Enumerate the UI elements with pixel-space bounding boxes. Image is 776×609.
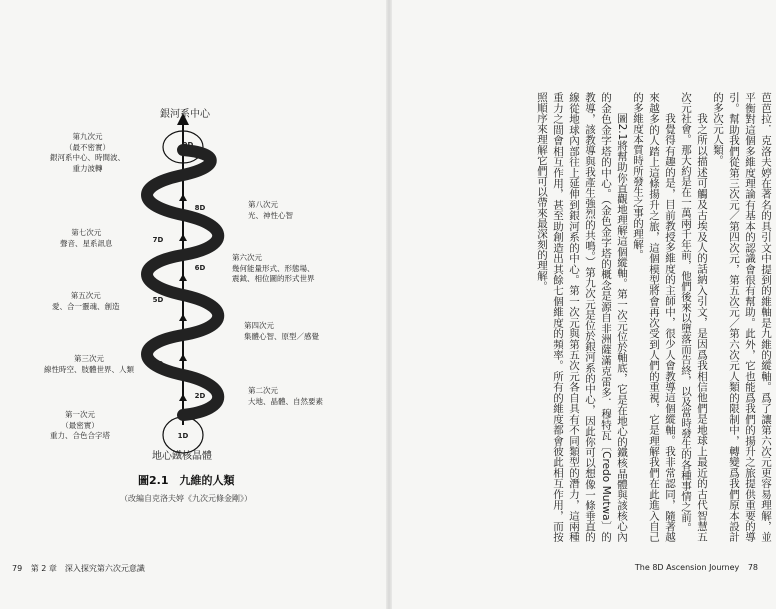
chapter-running-head: 第 2 章 深入探究第六次元意識 <box>30 564 145 573</box>
figure-caption: 圖2.1 九維的人類 <box>138 474 235 487</box>
dim-9d-label: 9D <box>182 141 194 149</box>
seventh-dimension-description: 第七次元 聲音、星系訊息 <box>60 228 113 248</box>
figure-source-note: （改編自克洛夫婷《九次元條金剛》） <box>120 494 252 503</box>
second-dimension-description: 第二次元 大地、晶體、自然要素 <box>248 386 323 406</box>
book-running-title: The 8D Ascension Journey <box>634 563 740 572</box>
vertical-body-text <box>428 92 774 542</box>
dim-3d-label: 3D <box>152 360 164 368</box>
dim-7d-label: 7D <box>152 236 164 244</box>
body-paragraph: 芭芭拉．克洛夫婷在著名的具引文中提到的維軸是九維的縱軸。爲了讓第六次元更容易理解，並平衡對這個多維度理論有基本的認識會很有幫助。此外，它也能爲我們的揚升之旅提供重要的導引。幫助我們從第三次元／第四次元，第五次元／第六次元人類的限制中，轉變爲我們原本設計的多次元人類。 <box>712 92 772 542</box>
dim-2d-label: 2D <box>194 392 206 400</box>
dim-4d-label: 4D <box>194 328 206 336</box>
body-paragraph: 圖2.1將幫助你直觀地理解這個縱軸。第一次元位於軸底，它是在地心的鐵核晶體與該核心內的金色金字塔的中心。（金色金字塔的概念是源自非洲薩滿克雷多．穆特瓦〔Credo Mutwa〕的教導，該教導與我產生強烈的共鳴。）第九次元是位於銀河系的中心，因此你可以想像一條垂直的線從地球內部往上延伸到銀河系的中心。第一次元與第五次元各自具有不同類型的潛力，這兩種重力之間會相互作用，甚至助創造出其餘七個維度的頻率。所有的維度都會彼此相互作用，而按照順序來理解它們可以帶來最深刻的理解。 <box>536 92 628 542</box>
left-page-number: 79 <box>12 564 23 573</box>
right-footer <box>635 563 758 572</box>
dim-5d-label: 5D <box>152 296 164 304</box>
earth-core-label: 地心鐵核晶體 <box>152 451 212 462</box>
eighth-dimension-description: 第八次元 光、神性心智 <box>248 200 293 220</box>
body-paragraph: 我覺得有趣的是，目前教授多維度的主師中，很少人會教導這個縱軸。我非常認同，隨著越來越多的人踏上這條揚升之旅，這個模型將會再次受到人們的重視，它是理解我們在此進入自己的多維度本質時所發生之事的理解。 <box>632 92 676 542</box>
first-dimension-description: 第一次元 （最密實） 重力、合色合字塔 <box>50 410 110 440</box>
fourth-dimension-description: 第四次元 集體心智、原型／感覺 <box>244 321 319 341</box>
third-dimension-description: 第三次元 線性時空、肢體世界、人類 <box>44 354 134 374</box>
sixth-dimension-description: 第六次元 幾何能量形式、形態場、 震鉞、相位圖的形式世界 <box>232 253 315 283</box>
right-page-number: 78 <box>747 563 758 572</box>
body-paragraph: 我之所以描述可觸及古埃及人的話納入引文，是因爲我相信他們是地球上最近的古代智慧五次元社會。那大約是在一萬兩千年前，他們後來以墮落而告終，以及當時發生的各種事情之前。 <box>680 92 708 542</box>
dim-8d-label: 8D <box>194 204 206 212</box>
left-footer <box>12 563 145 574</box>
dim-1d-label: 1D <box>177 432 189 440</box>
ninth-dimension-description: 第九次元 （最不密實） 銀河系中心、時間波、 重力波轉 <box>50 132 125 173</box>
dim-6d-label: 6D <box>194 264 206 272</box>
galactic-center-label: 銀河系中心 <box>160 109 210 120</box>
fifth-dimension-description: 第五次元 愛、合一靈魂、創造 <box>52 291 120 311</box>
